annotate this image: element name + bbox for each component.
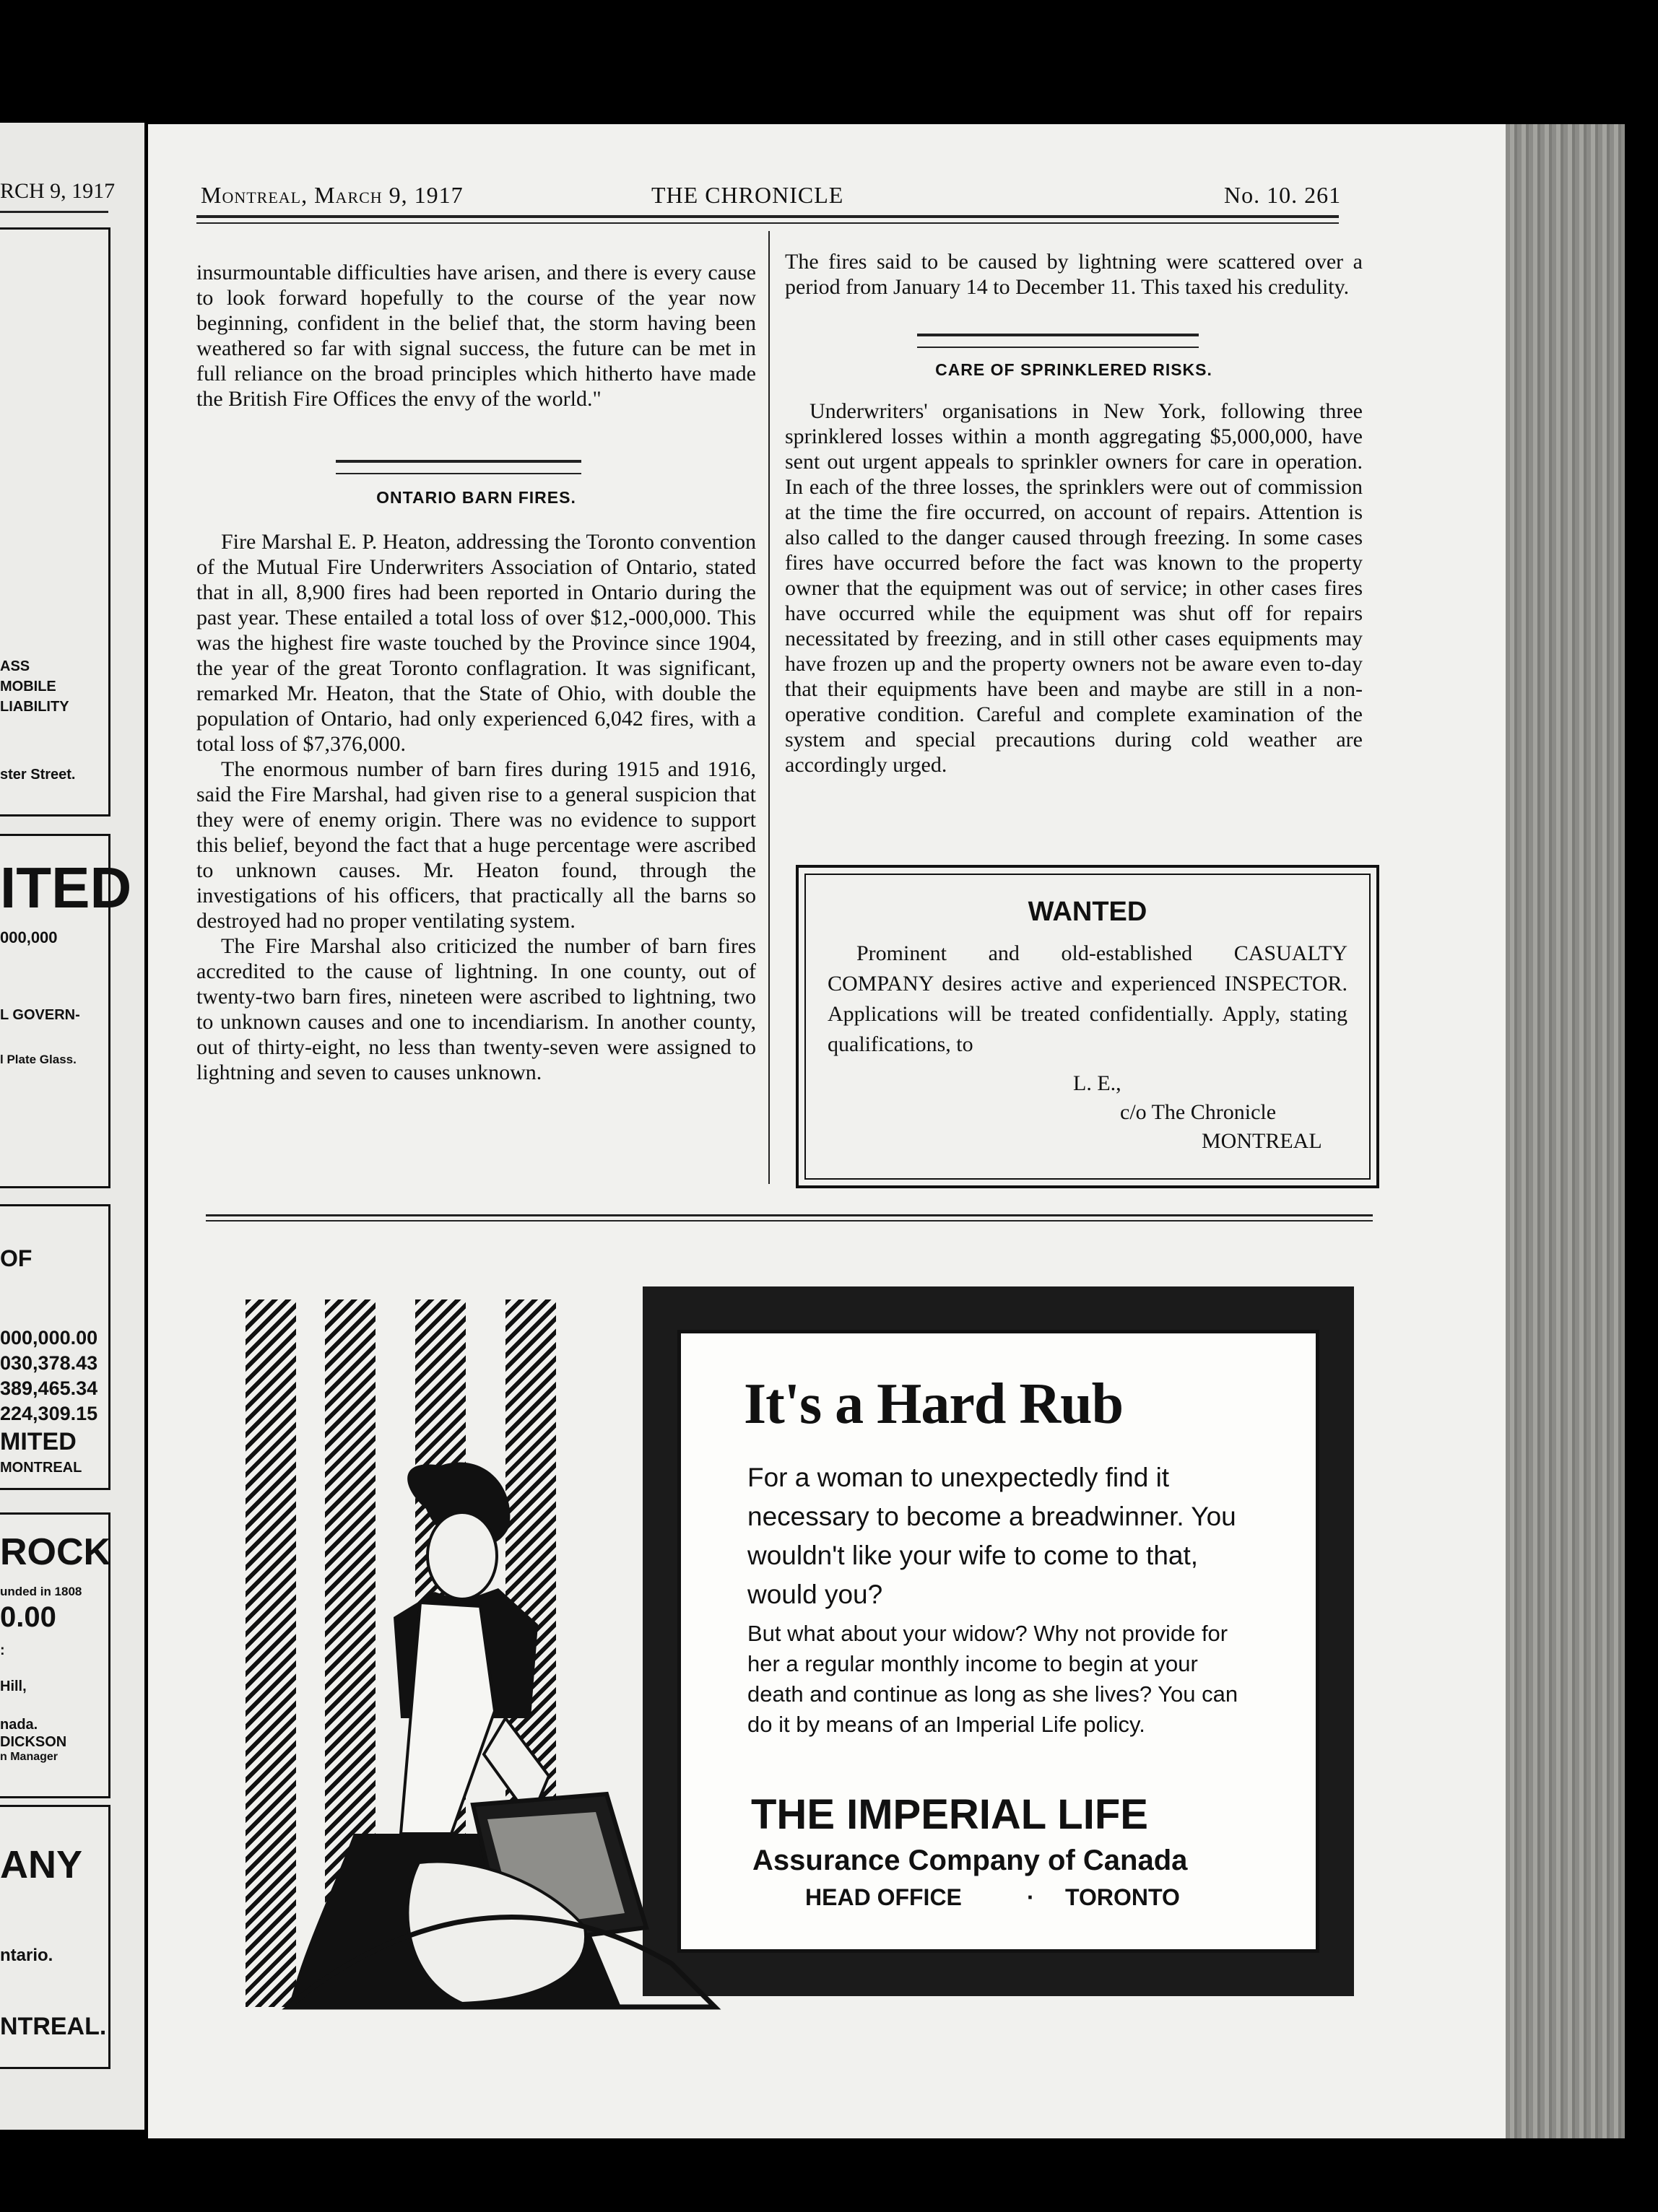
wanted-advertisement xyxy=(796,865,1379,1188)
ad-company-name: THE IMPERIAL LIFE xyxy=(751,1791,1148,1838)
ad-section-rule xyxy=(206,1214,1373,1216)
wanted-signature-2: c/o The Chronicle xyxy=(1120,1100,1277,1124)
section-title-ontario: ONTARIO BARN FIRES. xyxy=(376,488,576,507)
opening-paragraph: The fires said to be caused by lightning were scattered over a period from January 14 to December 11. This taxed his credulity. xyxy=(785,250,1363,299)
header-title: THE CHRONICLE xyxy=(651,182,844,208)
wanted-signature-3: MONTREAL xyxy=(1202,1129,1322,1153)
column-divider xyxy=(768,231,770,1184)
book-spine xyxy=(1506,124,1625,2138)
left-fragment-text: Hill, xyxy=(0,1678,27,1694)
opening-paragraph: insurmountable difficulties have arisen, and there is every cause to look forward hopefully to the course of the year now beginning, confident in the belief that, the storm having been weathered so far with signal success, the future can be met in full reliance on the broad principles which hitherto have made the British Fire Offices the envy of the world." xyxy=(196,261,756,411)
ad-head-office: HEAD OFFICE xyxy=(805,1884,962,1910)
article-paragraph: Underwriters' organisations in New York, following three sprinklered losses within a month aggregating $5,000,000, have sent out urgent appeals to sprinkler owners for care in operation. In each of the three losses, the sprinklers were out of commission at the time the fire occurred, on account of repairs. Attention is also called to the danger caused through freezing. In some cases fires have occurred before the fact was known to the property owner that the equipment was out of service; in other cases fires have occurred while the equipment was shut off for repairs necessitated by freezing, and in still other cases equipments may have frozen up and the property owners not be aware even to-day that their equipments have been and maybe are still in a non-operative condition. Careful and complete examination of the system and special precautions during cold weather are accordingly urged. xyxy=(785,399,1363,777)
left-page-rule xyxy=(0,211,108,213)
header-rule xyxy=(196,215,1339,218)
column-1-opening xyxy=(196,260,756,412)
wanted-signature-1: L. E., xyxy=(1073,1071,1121,1095)
header-rule-thin xyxy=(196,222,1339,224)
left-fragment-text: 030,378.43 xyxy=(0,1352,98,1374)
ad-section-rule-thin xyxy=(206,1220,1373,1222)
wanted-body: Prominent and old-established CASUALTY COMPANY desires active and experienced INSPECTOR. Applications will be treated confidentially. Apply, stating qualifications, to xyxy=(828,941,1347,1056)
left-fragment-text: ITED xyxy=(0,855,132,920)
left-fragment-text: 389,465.34 xyxy=(0,1377,98,1399)
left-fragment-text: 000,000.00 xyxy=(0,1327,98,1349)
left-fragment-text: unded in 1808 xyxy=(0,1585,82,1598)
left-fragment-text: nada. xyxy=(0,1717,38,1733)
article-paragraph: The Fire Marshal also criticized the number of barn fires accredited to the cause of lightning. In one county, out of twenty-two barn fires, nineteen were ascribed to lightning, two to unknown causes and one to incendiarism. In another county, out of thirty-eight, no less than twenty-seven were assigned to lightning and seven to causes unknown. xyxy=(196,934,756,1084)
woman-washboard-illustration xyxy=(246,1458,744,2007)
article-paragraph: Fire Marshal E. P. Heaton, addressing the Toronto convention of the Mutual Fire Underwriters Association of Ontario, stated that in all, 8,900 fires had been reported in Ontario during the past year. These entailed a total loss of over $12,-000,000. This was the highest fire waste touched by the Province since 1904, the year of the great Toronto conflagration. It was significant, remarked Mr. Heaton, that the State of Ohio, with double the population of Ontario, had only experienced 6,042 fires, with a total loss of $7,376,000. xyxy=(196,530,756,756)
left-page-header: RCH 9, 1917 xyxy=(0,179,116,203)
left-fragment-text: L GOVERN- xyxy=(0,1007,80,1023)
left-fragment-text: ROCK xyxy=(0,1531,111,1573)
ad-office-city: TORONTO xyxy=(1065,1884,1180,1910)
left-fragment-text: MOBILE xyxy=(0,679,56,694)
ad-office-separator: · xyxy=(1027,1884,1035,1910)
column-2-article xyxy=(785,357,1363,778)
header-date: Montreal, March 9, 1917 xyxy=(201,182,464,208)
left-fragment-text: LIABILITY xyxy=(0,699,69,715)
left-fragment-text: ntario. xyxy=(0,1946,53,1965)
ad-company-subtitle: Assurance Company of Canada xyxy=(752,1845,1188,1876)
ad-body: But what about your widow? Why not provide for her a regular monthly income to begin at your death and continue as long as she lives? You can do it by means of an Imperial Life policy. xyxy=(747,1621,1238,1737)
column-1-article xyxy=(196,485,756,1085)
left-fragment-text: OF xyxy=(0,1245,32,1271)
left-fragment-text: MITED xyxy=(0,1428,77,1455)
left-fragment-text: 224,309.15 xyxy=(0,1403,98,1424)
section-title-sprinklers: CARE OF SPRINKLERED RISKS. xyxy=(935,360,1212,379)
section-ornament xyxy=(917,334,1199,348)
ad-lead: For a woman to unexpectedly find it necessary to become a breadwinner. You wouldn't like your wife to come to that, would you? xyxy=(747,1463,1236,1609)
section-ornament xyxy=(336,460,581,474)
left-fragment-text: ANY xyxy=(0,1843,83,1886)
left-fragment-text: NTREAL. xyxy=(0,2013,107,2040)
left-ad-box xyxy=(0,227,110,817)
left-fragment-text: : xyxy=(0,1642,5,1658)
left-fragment-text: ster Street. xyxy=(0,767,76,783)
ad-headline: It's a Hard Rub xyxy=(744,1372,1124,1436)
header-issue: No. 10. 261 xyxy=(1224,182,1342,208)
left-fragment-text: l Plate Glass. xyxy=(0,1053,77,1066)
column-2-opening xyxy=(785,249,1363,300)
left-fragment-text: DICKSON xyxy=(0,1734,67,1750)
wanted-title: WANTED xyxy=(1028,897,1147,927)
left-fragment-text: 000,000 xyxy=(0,928,58,946)
left-fragment-text: 0.00 xyxy=(0,1601,56,1633)
left-fragment-text: ASS xyxy=(0,658,30,674)
article-paragraph: The enormous number of barn fires during 1915 and 1916, said the Fire Marshal, had given rise to a general suspicion that they were of enemy origin. There was no evidence to support this belief, beyond the fact that a huge percentage were ascribed to unknown causes. Mr. Heaton found, through the investigations of his officers, that practically all the barns so destroyed had no proper ventilating system. xyxy=(196,757,756,933)
left-fragment-text: MONTREAL xyxy=(0,1460,82,1476)
left-fragment-text: n Manager xyxy=(0,1751,58,1763)
